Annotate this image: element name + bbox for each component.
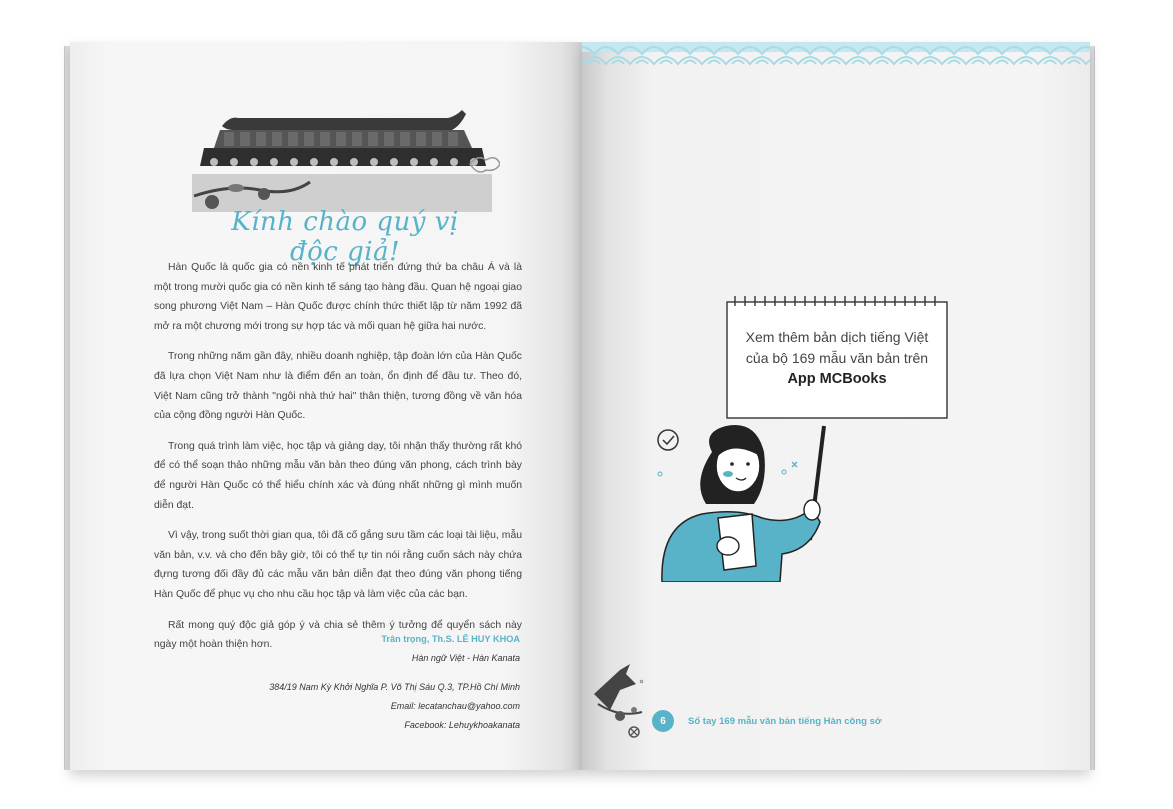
notebook-line-3: App MCBooks [787, 371, 887, 387]
right-page [582, 42, 1090, 770]
roof-illustration [190, 104, 500, 214]
book-title-footer: Sổ tay 169 mẫu văn bản tiếng Hàn công sở [688, 715, 882, 727]
notebook-text [737, 327, 937, 390]
signature-org: Hàn ngữ Việt - Hàn Kanata [411, 653, 520, 663]
notebook-line-1: Xem thêm bản dịch tiếng Việt [745, 329, 929, 345]
signature-address: 384/19 Nam Kỳ Khởi Nghĩa P. Võ Thị Sáu Q.3, TP.Hồ Chí Minh [269, 682, 520, 692]
paragraph: Trong những năm gần đây, nhiều doanh nghiệp, tập đoàn lớn của Hàn Quốc đã lựa chọn Việt Nam như là điểm đến an toàn, ổn định để đầu tư. Theo đó, Việt Nam cũng trở thành "ngôi nhà thứ hai" thân thiện, tương đồng về văn hóa của cộng đồng người Hàn Quốc. [154, 351, 522, 422]
paragraph: Trong quá trình làm việc, học tập và giảng dạy, tôi nhận thấy thường rất khó để có thể soạn thảo những mẫu văn bản theo đúng văn phong, cách trình bày để người Hàn Quốc có thể hiểu chính xác và đúng nhất những gì mình muốn diễn đạt. [154, 440, 522, 511]
left-page [70, 42, 582, 770]
paragraph: Vì vậy, trong suốt thời gian qua, tôi đã cố gắng sưu tầm các loại tài liệu, mẫu văn bản, v.v. và cho đến bây giờ, tôi có thể tự tin nói rằng cuốn sách này chứa đựng tương đối đầy đủ các mẫu văn bản diễn đạt theo đúng văn phong tiếng Hàn Quốc để phục vụ cho nhu cầu học tập và làm việc của các bạn. [154, 530, 522, 600]
signature-block [269, 630, 520, 735]
waves-pattern [582, 42, 1090, 76]
notebook-line-2: của bộ 169 mẫu văn bản trên [745, 350, 929, 366]
page-number: 6 [652, 710, 674, 732]
checkmark-icon [658, 430, 678, 450]
signature-facebook: Facebook: Lehuykhoakanata [404, 720, 520, 730]
paragraph: Rất mong quý độc giả góp ý và chia sẻ thêm ý tưởng để quyển sách này ngày một hoàn thiện hơn. [154, 619, 522, 651]
signature-email: Email: lecatanchau@yahoo.com [390, 701, 520, 711]
paragraph: Hàn Quốc là quốc gia có nền kinh tế phát triển đứng thứ ba châu Á và là một trong mười quốc gia có nền kinh tế sáng tạo hàng đầu. Quan hệ ngoại giao song phương Việt Nam – Hàn Quốc được chính thức thiết lập từ năm 1992 đã mở ra một chương mới trong sự hợp tác và mối quan hệ giữa hai nước. [154, 262, 522, 332]
person-illustration [652, 422, 852, 582]
greeting-title: Kính chào quý vị độc giả! [231, 207, 459, 267]
open-book [70, 42, 1090, 772]
signature-name: Trân trọng, Th.S. LÊ HUY KHOA [381, 634, 520, 644]
preface-body [154, 258, 522, 666]
page-footer [652, 710, 882, 732]
bird-branch-illustration [590, 654, 650, 739]
